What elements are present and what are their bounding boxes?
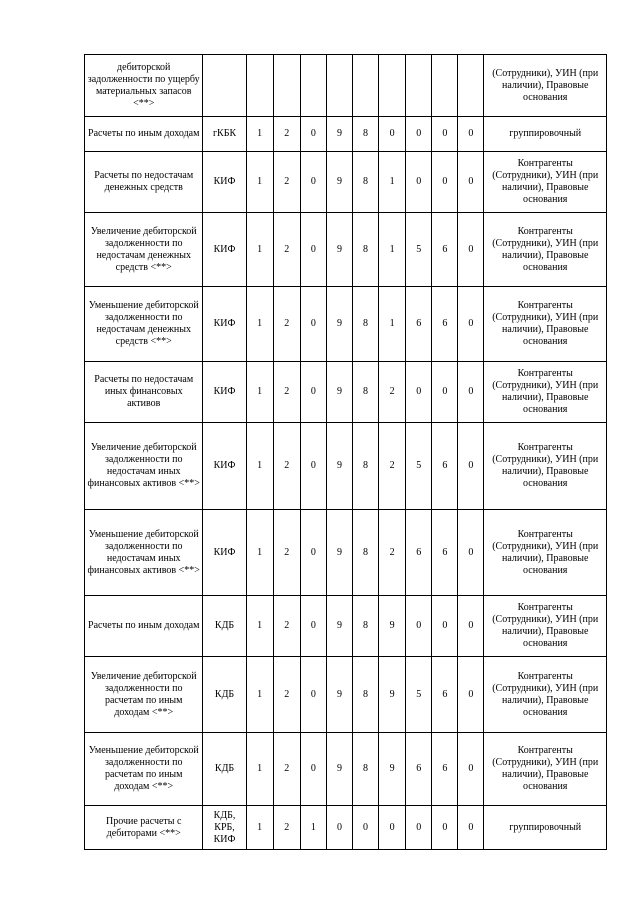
account-digit-cell: 0 [406, 806, 432, 850]
account-digit-cell: 6 [406, 510, 432, 596]
account-digit-cell: 8 [352, 657, 378, 733]
account-digit-cell: 6 [432, 657, 458, 733]
analytics-cell: Контрагенты (Сотрудники), УИН (при наличии), Правовые основания [484, 733, 607, 806]
account-digit-cell: 0 [379, 806, 406, 850]
account-digit-cell: 0 [458, 510, 484, 596]
account-digit-cell: 0 [300, 596, 326, 657]
kbk-code-cell: КИФ [203, 152, 246, 213]
account-digit-cell: 2 [273, 510, 300, 596]
account-digit-cell: 8 [352, 117, 378, 152]
account-digit-cell: 1 [246, 287, 273, 362]
account-name-cell: Расчеты по недостачам иных финансовых активов [85, 362, 203, 423]
account-digit-cell: 0 [406, 362, 432, 423]
account-digit-cell: 0 [458, 806, 484, 850]
account-digit-cell: 1 [379, 287, 406, 362]
account-digit-cell: 2 [273, 152, 300, 213]
account-digit-cell: 0 [432, 362, 458, 423]
account-digit-cell: 8 [352, 287, 378, 362]
account-digit-cell: 0 [458, 287, 484, 362]
account-digit-cell: 6 [432, 287, 458, 362]
account-digit-cell [458, 55, 484, 117]
account-digit-cell [379, 55, 406, 117]
account-digit-cell: 0 [458, 596, 484, 657]
account-digit-cell: 9 [326, 152, 352, 213]
analytics-cell: Контрагенты (Сотрудники), УИН (при наличии), Правовые основания [484, 287, 607, 362]
kbk-code-cell: КИФ [203, 362, 246, 423]
account-digit-cell: 1 [246, 733, 273, 806]
accounts-table [84, 54, 607, 850]
analytics-cell: Контрагенты (Сотрудники), УИН (при наличии), Правовые основания [484, 423, 607, 510]
account-digit-cell: 5 [406, 213, 432, 287]
account-digit-cell [406, 55, 432, 117]
account-digit-cell: 2 [379, 362, 406, 423]
account-name-cell: дебиторской задолженности по ущербу материальных запасов <**> [85, 55, 203, 117]
account-digit-cell: 9 [326, 117, 352, 152]
account-digit-cell: 8 [352, 152, 378, 213]
account-digit-cell: 1 [246, 423, 273, 510]
account-digit-cell: 6 [406, 733, 432, 806]
account-digit-cell: 5 [406, 423, 432, 510]
kbk-code-cell: КИФ [203, 213, 246, 287]
kbk-code-cell: гКБК [203, 117, 246, 152]
table-row [85, 596, 607, 657]
table-body [85, 55, 607, 850]
table-row [85, 117, 607, 152]
analytics-cell: Контрагенты (Сотрудники), УИН (при наличии), Правовые основания [484, 510, 607, 596]
account-digit-cell: 9 [326, 657, 352, 733]
account-digit-cell: 2 [273, 117, 300, 152]
account-digit-cell: 2 [273, 657, 300, 733]
account-digit-cell: 9 [326, 733, 352, 806]
account-digit-cell: 0 [406, 117, 432, 152]
account-digit-cell: 1 [246, 117, 273, 152]
account-digit-cell: 5 [406, 657, 432, 733]
account-digit-cell: 0 [300, 510, 326, 596]
account-digit-cell: 0 [432, 152, 458, 213]
account-digit-cell: 0 [458, 657, 484, 733]
account-digit-cell: 6 [406, 287, 432, 362]
account-digit-cell: 9 [379, 657, 406, 733]
account-digit-cell: 9 [326, 213, 352, 287]
account-digit-cell: 8 [352, 596, 378, 657]
account-digit-cell: 2 [379, 423, 406, 510]
account-digit-cell: 1 [246, 213, 273, 287]
account-digit-cell: 0 [300, 213, 326, 287]
kbk-code-cell: КИФ [203, 510, 246, 596]
account-digit-cell: 1 [246, 510, 273, 596]
analytics-cell: Контрагенты (Сотрудники), УИН (при наличии), Правовые основания [484, 596, 607, 657]
account-digit-cell: 0 [300, 287, 326, 362]
kbk-code-cell: КИФ [203, 423, 246, 510]
account-name-cell: Уменьшение дебиторской задолженности по недостачам денежных средств <**> [85, 287, 203, 362]
account-digit-cell: 2 [273, 806, 300, 850]
account-digit-cell: 0 [300, 423, 326, 510]
kbk-code-cell [203, 55, 246, 117]
account-name-cell: Увеличение дебиторской задолженности по недостачам иных финансовых активов <**> [85, 423, 203, 510]
account-digit-cell: 2 [273, 596, 300, 657]
account-digit-cell: 0 [458, 362, 484, 423]
account-digit-cell [352, 55, 378, 117]
analytics-cell: группировочный [484, 117, 607, 152]
analytics-cell: Контрагенты (Сотрудники), УИН (при наличии), Правовые основания [484, 213, 607, 287]
table-row [85, 733, 607, 806]
table-row [85, 806, 607, 850]
table-row [85, 657, 607, 733]
account-digit-cell: 9 [326, 423, 352, 510]
account-digit-cell: 0 [458, 117, 484, 152]
table-row [85, 362, 607, 423]
account-digit-cell [246, 55, 273, 117]
account-digit-cell: 0 [432, 596, 458, 657]
account-digit-cell: 1 [246, 152, 273, 213]
account-name-cell: Увеличение дебиторской задолженности по расчетам по иным доходам <**> [85, 657, 203, 733]
account-digit-cell: 0 [352, 806, 378, 850]
account-digit-cell: 2 [273, 362, 300, 423]
table-row [85, 55, 607, 117]
account-digit-cell: 6 [432, 733, 458, 806]
kbk-code-cell: КДБ [203, 733, 246, 806]
account-digit-cell: 9 [379, 596, 406, 657]
account-name-cell: Увеличение дебиторской задолженности по недостачам денежных средств <**> [85, 213, 203, 287]
analytics-cell: Контрагенты (Сотрудники), УИН (при наличии), Правовые основания [484, 362, 607, 423]
account-digit-cell: 0 [326, 806, 352, 850]
account-digit-cell: 0 [432, 806, 458, 850]
table-row [85, 213, 607, 287]
account-digit-cell: 8 [352, 510, 378, 596]
account-digit-cell: 0 [300, 657, 326, 733]
account-digit-cell: 8 [352, 423, 378, 510]
account-digit-cell: 2 [273, 213, 300, 287]
kbk-code-cell: КИФ [203, 287, 246, 362]
table-row [85, 423, 607, 510]
analytics-cell: (Сотрудники), УИН (при наличии), Правовые основания [484, 55, 607, 117]
account-name-cell: Расчеты по недостачам денежных средств [85, 152, 203, 213]
account-digit-cell: 0 [458, 152, 484, 213]
account-digit-cell: 9 [326, 362, 352, 423]
kbk-code-cell: КДБ [203, 657, 246, 733]
account-digit-cell: 9 [326, 596, 352, 657]
account-digit-cell: 0 [300, 117, 326, 152]
account-digit-cell [432, 55, 458, 117]
account-digit-cell: 6 [432, 423, 458, 510]
account-digit-cell: 2 [273, 287, 300, 362]
account-digit-cell: 2 [379, 510, 406, 596]
account-digit-cell: 9 [326, 510, 352, 596]
analytics-cell: Контрагенты (Сотрудники), УИН (при наличии), Правовые основания [484, 657, 607, 733]
account-name-cell: Уменьшение дебиторской задолженности по расчетам по иным доходам <**> [85, 733, 203, 806]
table-row [85, 152, 607, 213]
account-name-cell: Расчеты по иным доходам [85, 117, 203, 152]
account-digit-cell: 0 [458, 213, 484, 287]
analytics-cell: группировочный [484, 806, 607, 850]
analytics-cell: Контрагенты (Сотрудники), УИН (при наличии), Правовые основания [484, 152, 607, 213]
account-name-cell: Уменьшение дебиторской задолженности по недостачам иных финансовых активов <**> [85, 510, 203, 596]
account-digit-cell: 2 [273, 423, 300, 510]
table-row [85, 510, 607, 596]
account-digit-cell: 1 [246, 596, 273, 657]
account-digit-cell: 0 [300, 733, 326, 806]
account-name-cell: Прочие расчеты с дебиторами <**> [85, 806, 203, 850]
account-digit-cell: 8 [352, 733, 378, 806]
account-digit-cell: 9 [379, 733, 406, 806]
kbk-code-cell: КДБ, КРБ, КИФ [203, 806, 246, 850]
account-digit-cell: 0 [300, 152, 326, 213]
account-digit-cell: 1 [246, 362, 273, 423]
account-digit-cell: 6 [432, 213, 458, 287]
account-digit-cell: 1 [379, 152, 406, 213]
account-digit-cell: 8 [352, 362, 378, 423]
account-digit-cell: 1 [300, 806, 326, 850]
account-digit-cell: 2 [273, 733, 300, 806]
account-digit-cell: 0 [379, 117, 406, 152]
account-digit-cell: 9 [326, 287, 352, 362]
account-digit-cell: 0 [406, 152, 432, 213]
account-digit-cell [326, 55, 352, 117]
account-digit-cell: 0 [458, 733, 484, 806]
account-digit-cell: 0 [432, 117, 458, 152]
account-digit-cell: 0 [458, 423, 484, 510]
account-digit-cell: 0 [300, 362, 326, 423]
table-row [85, 287, 607, 362]
account-digit-cell: 0 [406, 596, 432, 657]
account-digit-cell: 1 [246, 657, 273, 733]
kbk-code-cell: КДБ [203, 596, 246, 657]
account-name-cell: Расчеты по иным доходам [85, 596, 203, 657]
account-digit-cell: 1 [246, 806, 273, 850]
account-digit-cell: 1 [379, 213, 406, 287]
account-digit-cell: 6 [432, 510, 458, 596]
account-digit-cell: 8 [352, 213, 378, 287]
account-digit-cell [300, 55, 326, 117]
account-digit-cell [273, 55, 300, 117]
